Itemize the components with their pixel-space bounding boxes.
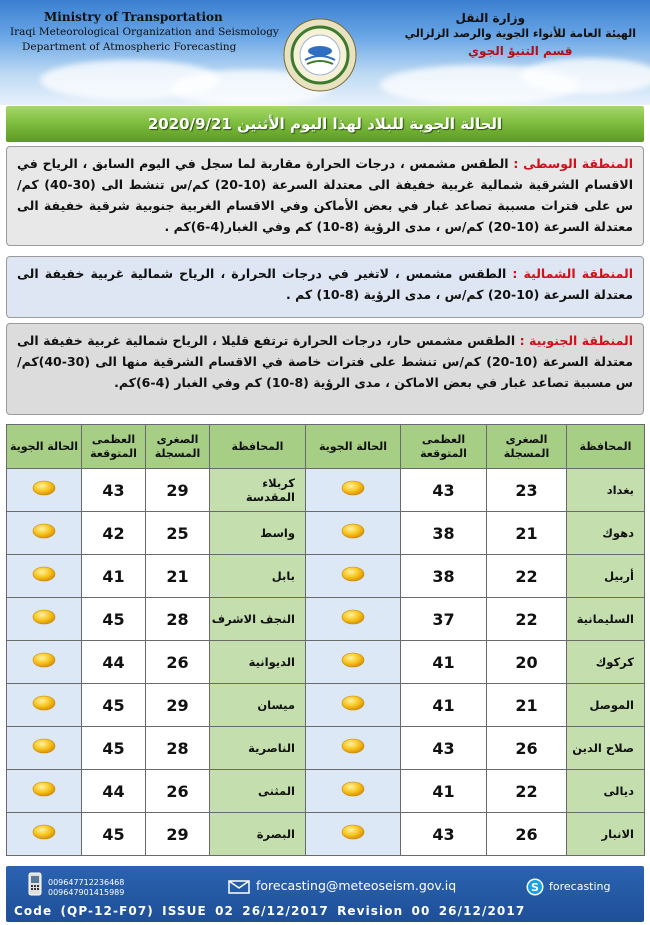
table-row <box>7 598 645 641</box>
ministry-name-en: Ministry of Transportation <box>44 10 223 24</box>
ministry-name-ar: وزارة النقل <box>455 11 526 25</box>
sun-icon <box>341 480 365 496</box>
max-temp-cell: 41 <box>82 555 146 598</box>
max-temp-cell: 38 <box>401 555 487 598</box>
max-temp-cell: 45 <box>82 598 146 641</box>
weather-cell <box>306 684 401 727</box>
max-temp-cell: 44 <box>82 641 146 684</box>
table-row <box>7 770 645 813</box>
weather-cell <box>306 641 401 684</box>
governorate-cell: الديوانية <box>210 641 306 684</box>
table-row <box>7 727 645 770</box>
max-temp-cell: 43 <box>401 813 487 856</box>
header-weather: الحالة الجوية <box>7 425 82 469</box>
min-temp-cell: 23 <box>487 469 567 512</box>
governorate-cell: بغداد <box>567 469 645 512</box>
weather-cell <box>7 727 82 770</box>
department-name-en: Department of Atmospheric Forecasting <box>22 41 237 53</box>
min-temp-cell: 26 <box>146 770 210 813</box>
sun-icon <box>32 738 56 754</box>
sun-icon <box>341 609 365 625</box>
min-temp-cell: 22 <box>487 555 567 598</box>
governorate-cell: المثنى <box>210 770 306 813</box>
table-row <box>7 512 645 555</box>
weather-cell <box>306 598 401 641</box>
sun-icon <box>32 480 56 496</box>
table-row <box>7 469 645 512</box>
skype-handle[interactable]: forecasting <box>549 880 611 893</box>
governorate-cell: الناصرية <box>210 727 306 770</box>
max-temp-cell: 45 <box>82 727 146 770</box>
max-temp-cell: 43 <box>82 469 146 512</box>
phone-numbers <box>48 878 124 898</box>
region-central-name: المنطقة الوسطى : <box>513 156 633 171</box>
min-temp-cell: 22 <box>487 598 567 641</box>
min-temp-cell: 28 <box>146 598 210 641</box>
table-row <box>7 641 645 684</box>
sun-icon <box>32 824 56 840</box>
governorate-cell: أربيل <box>567 555 645 598</box>
min-temp-cell: 21 <box>146 555 210 598</box>
weather-cell <box>306 469 401 512</box>
header-governorate: المحافظة <box>210 425 306 469</box>
report-title: الحالة الجوية للبلاد لهذا اليوم الأثنين 2020/9/21 <box>6 106 644 142</box>
page-footer <box>6 866 644 922</box>
region-north <box>6 256 644 318</box>
min-temp-cell: 29 <box>146 813 210 856</box>
governorate-cell: واسط <box>210 512 306 555</box>
header-governorate: المحافظة <box>567 425 645 469</box>
phone-number-2: 009647901415989 <box>48 888 125 897</box>
sun-icon <box>32 695 56 711</box>
governorate-cell: ديالى <box>567 770 645 813</box>
max-temp-cell: 41 <box>401 684 487 727</box>
weather-cell <box>7 469 82 512</box>
min-temp-cell: 26 <box>146 641 210 684</box>
min-temp-cell: 26 <box>487 813 567 856</box>
sun-icon <box>341 566 365 582</box>
max-temp-cell: 43 <box>401 469 487 512</box>
header-weather: الحالة الجوية <box>306 425 401 469</box>
sun-icon <box>341 695 365 711</box>
table-row <box>7 555 645 598</box>
organization-logo <box>283 18 357 92</box>
header-min-temp: الصغرى المسجلة <box>487 425 567 469</box>
sun-icon <box>341 781 365 797</box>
sun-icon <box>341 824 365 840</box>
page-header <box>0 0 650 105</box>
min-temp-cell: 26 <box>487 727 567 770</box>
sun-icon <box>341 738 365 754</box>
department-name-ar: قسم التنبؤ الجوي <box>468 44 573 58</box>
governorate-cell: الانبار <box>567 813 645 856</box>
header-min-temp: الصغرى المسجلة <box>146 425 210 469</box>
region-south <box>6 323 644 415</box>
email-address[interactable]: forecasting@meteoseism.gov.iq <box>256 878 457 893</box>
sun-icon <box>32 652 56 668</box>
header-arabic <box>405 10 636 60</box>
min-temp-cell: 28 <box>146 727 210 770</box>
region-north-name: المنطقة الشمالية : <box>512 266 633 281</box>
region-central <box>6 146 644 246</box>
governorate-cell: صلاح الدين <box>567 727 645 770</box>
region-south-name: المنطقة الجنوبية : <box>519 333 633 348</box>
weather-cell <box>306 512 401 555</box>
max-temp-cell: 44 <box>82 770 146 813</box>
header-english <box>10 10 279 55</box>
weather-cell <box>306 555 401 598</box>
table-row <box>7 684 645 727</box>
min-temp-cell: 20 <box>487 641 567 684</box>
forecast-table <box>6 424 645 856</box>
phone-number-1: 009647712236468 <box>48 878 125 887</box>
weather-cell <box>7 684 82 727</box>
max-temp-cell: 45 <box>82 684 146 727</box>
table-header-row <box>7 425 645 469</box>
max-temp-cell: 41 <box>401 641 487 684</box>
weather-cell <box>7 512 82 555</box>
sun-icon <box>341 652 365 668</box>
max-temp-cell: 42 <box>82 512 146 555</box>
max-temp-cell: 37 <box>401 598 487 641</box>
sun-icon <box>32 609 56 625</box>
governorate-cell: ميسان <box>210 684 306 727</box>
email-icon <box>228 880 250 894</box>
table-row <box>7 813 645 856</box>
max-temp-cell: 41 <box>401 770 487 813</box>
document-code: Code (QP-12-F07) ISSUE 02 26/12/2017 Revision 00 26/12/2017 <box>14 904 526 918</box>
header-max-temp: العظمى المتوقعة <box>82 425 146 469</box>
weather-cell <box>7 641 82 684</box>
governorate-cell: الموصل <box>567 684 645 727</box>
weather-cell <box>7 813 82 856</box>
organization-name-en: Iraqi Meteorological Organization and Seismology <box>10 26 279 38</box>
sun-icon <box>32 566 56 582</box>
max-temp-cell: 43 <box>401 727 487 770</box>
weather-cell <box>306 813 401 856</box>
governorate-cell: كركوك <box>567 641 645 684</box>
min-temp-cell: 29 <box>146 469 210 512</box>
weather-cell <box>306 727 401 770</box>
min-temp-cell: 25 <box>146 512 210 555</box>
min-temp-cell: 29 <box>146 684 210 727</box>
governorate-cell: البصرة <box>210 813 306 856</box>
region-central-text: الطقس مشمس ، درجات الحرارة مقاربة لما سجل في اليوم السابق ، الرياح في الاقسام الشرقية شمالية غربية خفيفة الى معتدلة السرعة (10-20) كم/س تنشط الى (30-40) كم/س على فترات مسببة تصاعد غبار في بعض الأماكن وفي الاقسام الغربية جنوبية شرقية خفيفة الى معتدلة السرعة (10-20) كم/س ، مدى الرؤية (8-10) كم وفي الغبار(4-6)كم . <box>17 156 633 234</box>
header-max-temp: العظمى المتوقعة <box>401 425 487 469</box>
governorate-cell: النجف الاشرف <box>210 598 306 641</box>
sun-icon <box>32 523 56 539</box>
sun-icon <box>32 781 56 797</box>
sun-icon <box>341 523 365 539</box>
region-south-text: الطقس مشمس حار، درجات الحرارة ترتفع قليلا ، الرياح شمالية غربية خفيفة الى معتدلة السرعة (10-20) كم/س تنشط على فترات خاصة في الاقسام الشرقية منها الى (30-40)كم/س مسببة تصاعد غبار في بعض الاماكن ، مدى الرؤية (8-10) كم وفي الغبار (4-6)كم. <box>17 333 634 390</box>
svg-text:S: S <box>531 881 539 894</box>
governorate-cell: دهوك <box>567 512 645 555</box>
region-north-text: الطقس مشمس ، لاتغير في درجات الحرارة ، الرياح شمالية غربية خفيفة الى معتدلة السرعة (10-20) كم/س ، مدى الرؤية (8-10) كم . <box>17 266 633 302</box>
weather-cell <box>306 770 401 813</box>
governorate-cell: كربلاء المقدسة <box>210 469 306 512</box>
skype-icon <box>526 878 544 896</box>
min-temp-cell: 21 <box>487 684 567 727</box>
weather-cell <box>7 555 82 598</box>
weather-cell <box>7 770 82 813</box>
max-temp-cell: 38 <box>401 512 487 555</box>
organization-name-ar: الهيئة العامة للأنواء الجوية والرصد الزلزالي <box>404 27 636 40</box>
min-temp-cell: 21 <box>487 512 567 555</box>
governorate-cell: السليمانية <box>567 598 645 641</box>
governorate-cell: بابل <box>210 555 306 598</box>
weather-cell <box>7 598 82 641</box>
phone-icon <box>28 872 42 896</box>
min-temp-cell: 22 <box>487 770 567 813</box>
max-temp-cell: 45 <box>82 813 146 856</box>
